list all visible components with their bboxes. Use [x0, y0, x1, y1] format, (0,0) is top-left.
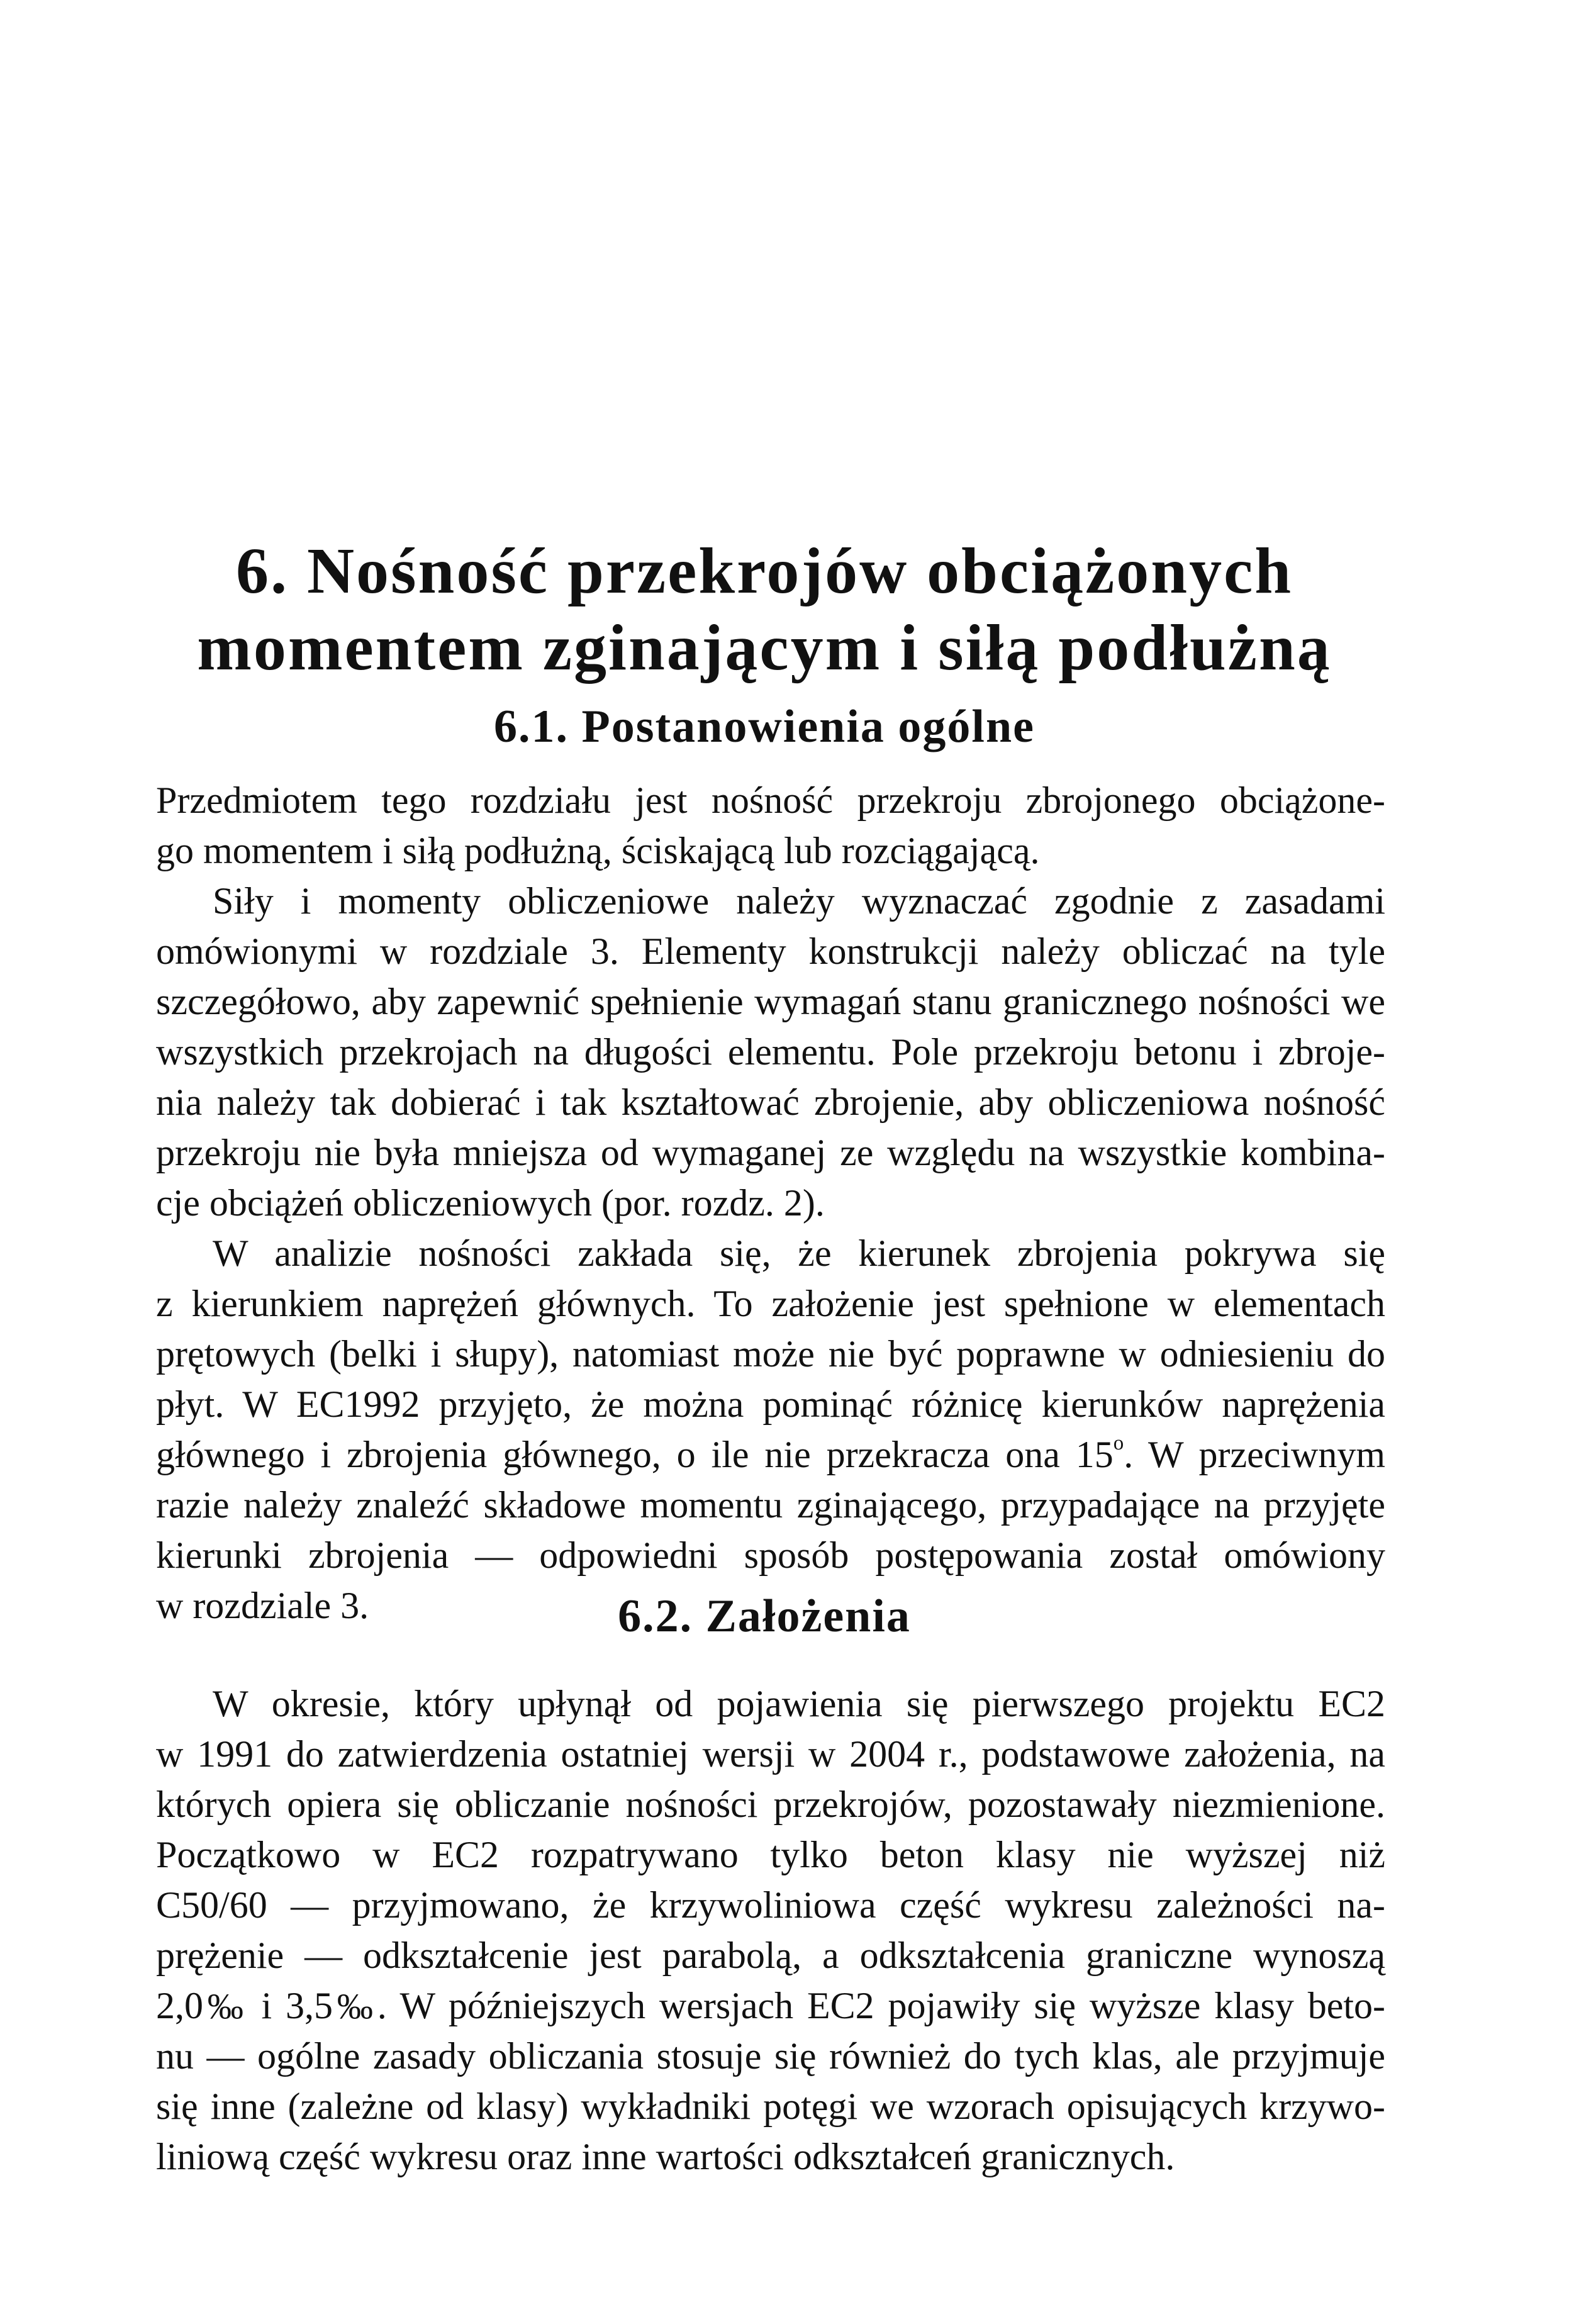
text-fragment: głównego i zbrojenia głównego, o ile nie przekracza ona 15	[156, 1434, 1114, 1475]
text-line	[156, 1429, 1385, 1480]
text-line	[156, 1980, 1385, 2031]
text-fragment: 2,0	[156, 1985, 203, 2026]
text-line: w 1991 do zatwierdzenia ostatniej wersji w 2004 r., podstawowe założenia, na	[156, 1733, 1385, 1775]
text-line: nu — ogólne zasady obliczania stosuje się również do tych klas, ale przyjmuje	[156, 2035, 1385, 2077]
text-fragment: . W późniejszych wersjach EC2 pojawiły się wyższe klasy beto-	[377, 1985, 1386, 2026]
text-line: Początkowo w EC2 rozpatrywano tylko beton klasy nie wyższej niż	[156, 1834, 1385, 1875]
section-6-2-body	[156, 1679, 1385, 2182]
text-line: wszystkich przekrojach na długości elementu. Pole przekroju betonu i zbroje-	[156, 1031, 1385, 1073]
text-line: cje obciążeń obliczeniowych (por. rozdz. 2).	[156, 1182, 825, 1224]
text-line: liniową część wykresu oraz inne wartości odkształceń granicznych.	[156, 2136, 1175, 2177]
text-line: z kierunkiem naprężeń głównych. To założenie jest spełnione w elementach	[156, 1283, 1385, 1324]
text-line: prętowych (belki i słupy), natomiast może nie być poprawne w odniesieniu do	[156, 1333, 1385, 1375]
text-line: płyt. W EC1992 przyjęto, że można pominąć różnicę kierunków naprężenia	[156, 1383, 1385, 1425]
text-line: W okresie, który upłynął od pojawienia się pierwszego projektu EC2	[213, 1683, 1385, 1724]
text-line: których opiera się obliczanie nośności przekrojów, pozostawały niezmienione.	[156, 1784, 1385, 1825]
text-line: szczegółowo, aby zapewnić spełnienie wymagań stanu granicznego nośności we	[156, 981, 1385, 1022]
text-line: nia należy tak dobierać i tak kształtować zbrojenie, aby obliczeniowa nośność	[156, 1081, 1385, 1123]
section-6-1-heading: 6.1. Postanowienia ogólne	[494, 701, 1035, 752]
text-line: prężenie — odkształcenie jest parabolą, a odkształcenia graniczne wynoszą	[156, 1935, 1385, 1976]
text-line: Siły i momenty obliczeniowe należy wyznaczać zgodnie z zasadami	[213, 880, 1385, 922]
chapter-title-line-2: momentem zginającym i siłą podłużną	[197, 612, 1332, 684]
text-line: omówionymi w rozdziale 3. Elementy konstrukcji należy obliczać na tyle	[156, 930, 1385, 972]
section-6-2-heading: 6.2. Założenia	[618, 1590, 911, 1642]
text-line: w rozdziale 3.	[156, 1585, 369, 1626]
text-line: razie należy znaleźć składowe momentu zginającego, przypadające na przyjęte	[156, 1484, 1385, 1526]
text-line: go momentem i siłą podłużną, ściskającą lub rozciągającą.	[156, 830, 1040, 871]
text-line: Przedmiotem tego rozdziału jest nośność przekroju zbrojonego obciążone-	[156, 779, 1385, 821]
permille-sign: ‰	[203, 1987, 248, 2026]
degree-mark: o	[1113, 1431, 1124, 1455]
chapter-title-line-1: 6. Nośność przekrojów obciążonych	[235, 535, 1293, 607]
permille-sign: ‰	[333, 1987, 377, 2026]
text-line: przekroju nie była mniejsza od wymaganej ze względu na wszystkie kombina-	[156, 1132, 1385, 1173]
text-line: kierunki zbrojenia — odpowiedni sposób postępowania został omówiony	[156, 1534, 1385, 1576]
text-line: się inne (zależne od klasy) wykładniki potęgi we wzorach opisujących krzywo-	[156, 2086, 1385, 2127]
section-6-1-body	[156, 775, 1385, 1631]
text-fragment: . W przeciwnym	[1124, 1434, 1386, 1475]
text-fragment: i 3,5	[247, 1985, 333, 2026]
text-line: C50/60 — przyjmowano, że krzywoliniowa część wykresu zależności na-	[156, 1884, 1385, 1926]
text-line: W analizie nośności zakłada się, że kierunek zbrojenia pokrywa się	[213, 1232, 1385, 1274]
